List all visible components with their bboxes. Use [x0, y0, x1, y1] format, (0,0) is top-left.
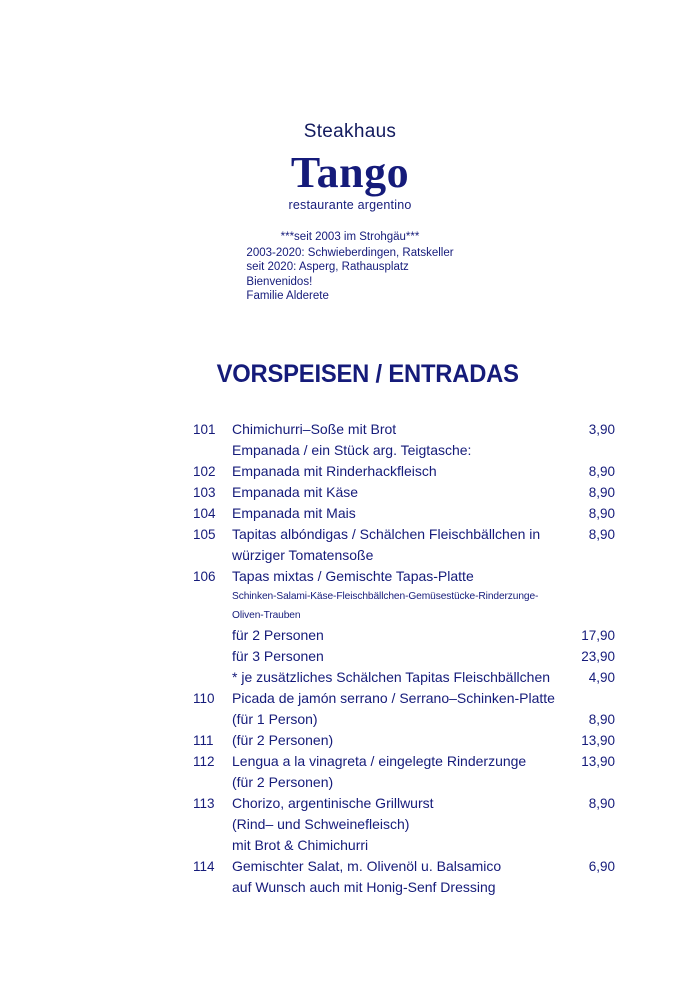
menu-item-price: 8,90	[588, 484, 615, 500]
menu-row	[193, 566, 615, 587]
menu-item-number: 110	[193, 690, 215, 706]
menu-row	[193, 877, 615, 898]
menu-row	[193, 440, 615, 461]
menu-row	[193, 419, 615, 440]
menu-row	[193, 793, 615, 814]
menu-item-description: Empanada mit Käse	[232, 483, 359, 500]
menu-row	[193, 482, 615, 503]
menu-item-description: (für 2 Personen)	[232, 731, 334, 748]
menu-item-description: * je zusätzliches Schälchen Tapitas Fleischbällchen	[232, 668, 551, 685]
intro-line: Familie Alderete	[246, 290, 329, 303]
menu-item-price: 17,90	[581, 627, 615, 643]
intro-line: ***seit 2003 im Strohgäu***	[280, 231, 420, 244]
menu-row	[193, 461, 615, 482]
menu-row	[193, 772, 615, 793]
menu-item-description: mit Brot & Chimichurri	[232, 836, 369, 853]
menu-item-description: Chorizo, argentinische Grillwurst	[232, 794, 434, 811]
menu-item-description: Schinken-Salami-Käse-Fleischbällchen-Gemüsestücke-Rinderzunge-Oliven-Trauben	[232, 590, 539, 621]
menu-item-price: 3,90	[588, 421, 615, 437]
menu-item-price: 8,90	[588, 711, 615, 727]
menu-item-price: 23,90	[581, 648, 615, 664]
menu-item-price: 13,90	[581, 753, 615, 769]
menu-row	[193, 835, 615, 856]
menu-row	[193, 667, 615, 688]
menu-item-description: für 2 Personen	[232, 626, 324, 643]
menu-item-description: auf Wunsch auch mit Honig-Senf Dressing	[232, 878, 496, 895]
intro-line: 2003-2020: Schwieberdingen, Ratskeller	[246, 246, 454, 259]
menu-item-price: 13,90	[581, 732, 615, 748]
brand-pre-title: Steakhaus	[303, 121, 397, 142]
intro-line: Bienvenidos!	[246, 275, 313, 288]
menu-item-number: 111	[193, 732, 214, 748]
section-title: VORSPEISEN / ENTRADAS	[216, 359, 519, 388]
menu-item-description: (für 1 Person)	[232, 710, 318, 727]
menu-item-number: 101	[193, 421, 216, 437]
intro-block	[0, 230, 700, 304]
menu-item-price: 6,90	[588, 858, 615, 874]
menu-item-description: Empanada / ein Stück arg. Teigtasche:	[232, 441, 472, 458]
menu-item-description: Tapitas albóndigas / Schälchen Fleischbällchen in	[232, 525, 541, 542]
menu-row	[193, 524, 615, 545]
menu-row	[193, 625, 615, 646]
intro-lines	[246, 230, 453, 304]
menu-row	[193, 646, 615, 667]
menu-item-number: 102	[193, 463, 216, 479]
menu-row	[193, 856, 615, 877]
restaurant-name: Tango	[290, 148, 410, 197]
menu-row	[193, 545, 615, 566]
menu-item-number: 106	[193, 568, 216, 584]
restaurant-subtitle: restaurante argentino	[288, 198, 412, 213]
menu-row	[193, 688, 615, 709]
menu-item-number: 103	[193, 484, 216, 500]
menu-row	[193, 751, 615, 772]
restaurant-header	[0, 0, 700, 212]
menu-row	[193, 730, 615, 751]
menu-item-price: 8,90	[588, 463, 615, 479]
menu-row	[193, 503, 615, 524]
menu-item-price: 8,90	[588, 505, 615, 521]
menu-item-description: Empanada mit Mais	[232, 504, 356, 521]
intro-line: seit 2020: Asperg, Rathausplatz	[246, 261, 409, 274]
menu-item-description: Tapas mixtas / Gemischte Tapas-Platte	[232, 567, 474, 584]
menu-item-description: Gemischter Salat, m. Olivenöl u. Balsamico	[232, 857, 502, 874]
menu-item-description: würziger Tomatensoße	[232, 546, 374, 563]
menu-item-number: 114	[193, 858, 215, 874]
menu-item-description: Picada de jamón serrano / Serrano–Schinken-Platte	[232, 689, 555, 706]
menu-item-price: 8,90	[588, 795, 615, 811]
menu-item-description: für 3 Personen	[232, 647, 324, 664]
menu-list	[0, 419, 700, 898]
menu-item-price: 8,90	[588, 526, 615, 542]
menu-item-description: (für 2 Personen)	[232, 773, 334, 790]
menu-item-number: 112	[193, 753, 215, 769]
menu-item-number: 105	[193, 526, 216, 542]
menu-row	[193, 814, 615, 835]
menu-item-description: Lengua a la vinagreta / eingelegte Rinderzunge	[232, 752, 527, 769]
menu-row	[193, 587, 615, 625]
menu-item-price: 4,90	[588, 669, 615, 685]
menu-item-description: (Rind– und Schweinefleisch)	[232, 815, 410, 832]
menu-item-number: 104	[193, 505, 216, 521]
menu-item-description: Chimichurri–Soße mit Brot	[232, 420, 397, 437]
menu-item-number: 113	[193, 795, 215, 811]
menu-row	[193, 709, 615, 730]
menu-item-description: Empanada mit Rinderhackfleisch	[232, 462, 437, 479]
